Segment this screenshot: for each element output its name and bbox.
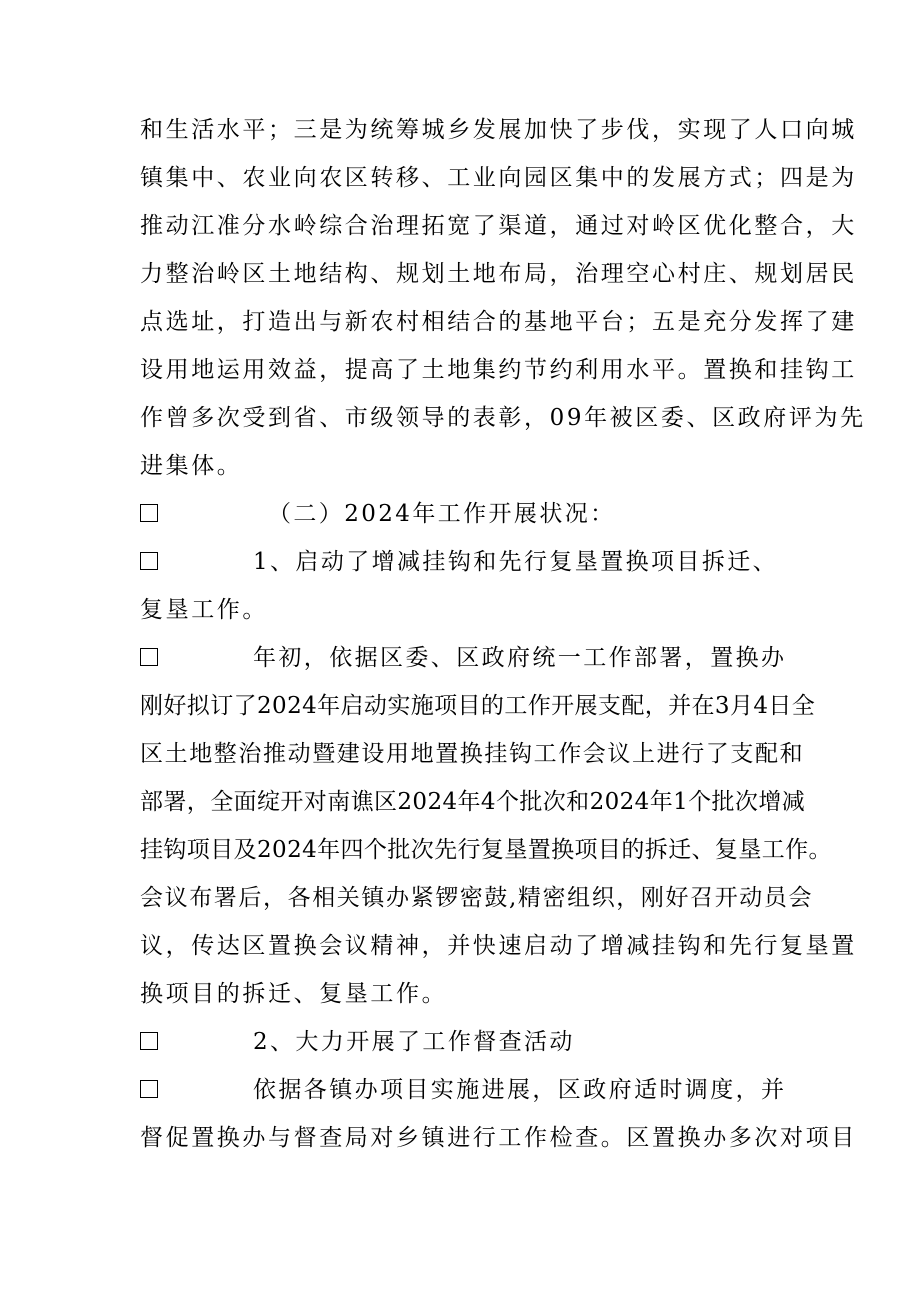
text-line: 会议布署后，各相关镇办紧锣密鼓,精密组织，刚好召开动员会 — [140, 885, 814, 911]
item-heading: 1、启动了增减挂钩和先行复垦置换项目拆迁、 — [253, 549, 779, 575]
text-line: 镇集中、农业向农区转移、工业向园区集中的发展方式；四是为 — [140, 165, 857, 191]
text-line: 推动江准分水岭综合治理拓宽了渠道，通过对岭区优化整合，大 — [140, 213, 857, 239]
text-line: 区土地整治推动暨建设用地置换挂钩工作会议上进行了支配和 — [140, 741, 805, 767]
text-line: 力整治岭区土地结构、规划土地布局，治理空心村庄、规划居民 — [140, 261, 857, 287]
text-line: 作曾多次受到省、市级领导的表彰，09年被区委、区政府评为先 — [140, 405, 866, 431]
text-line: 和生活水平；三是为统筹城乡发展加快了步伐，实现了人口向城 — [140, 117, 857, 143]
text-line: 设用地运用效益，提高了土地集约节约利用水平。置换和挂钩工 — [140, 357, 857, 383]
text-line: 点选址，打造出与新农村相结合的基地平台；五是充分发挥了建 — [140, 309, 857, 335]
section-heading: （二）2024年工作开展状况： — [268, 501, 616, 527]
text-line: 依据各镇办项目实施进展，区政府适时调度，并 — [253, 1077, 787, 1103]
text-line: 年初，依据区委、区政府统一工作部署，置换办 — [253, 645, 787, 671]
text-line: 进集体。 — [140, 453, 243, 479]
text-line: 复垦工作。 — [140, 597, 268, 623]
checkbox-glyph — [140, 504, 158, 522]
checkbox-glyph — [140, 552, 158, 570]
text-line: 刚好拟订了2024年启动实施项目的工作开展支配，并在3月4日全 — [140, 693, 816, 719]
text-line: 议，传达区置换会议精神，并快速启动了增减挂钩和先行复垦置 — [140, 933, 857, 959]
checkbox-glyph — [140, 1080, 158, 1098]
checkbox-glyph — [140, 1032, 158, 1050]
item-heading: 2、大力开展了工作督查活动 — [253, 1029, 575, 1055]
checkbox-glyph — [140, 648, 158, 666]
text-line: 换项目的拆迁、复垦工作。 — [140, 981, 448, 1007]
text-line: 部署，全面绽开对南谯区2024年4个批次和2024年1个批次增减 — [140, 789, 806, 815]
text-line: 督促置换办与督查局对乡镇进行工作检查。区置换办多次对项目 — [140, 1125, 857, 1151]
text-line: 挂钩项目及2024年四个批次先行复垦置换项目的拆迁、复垦工作。 — [140, 837, 832, 863]
